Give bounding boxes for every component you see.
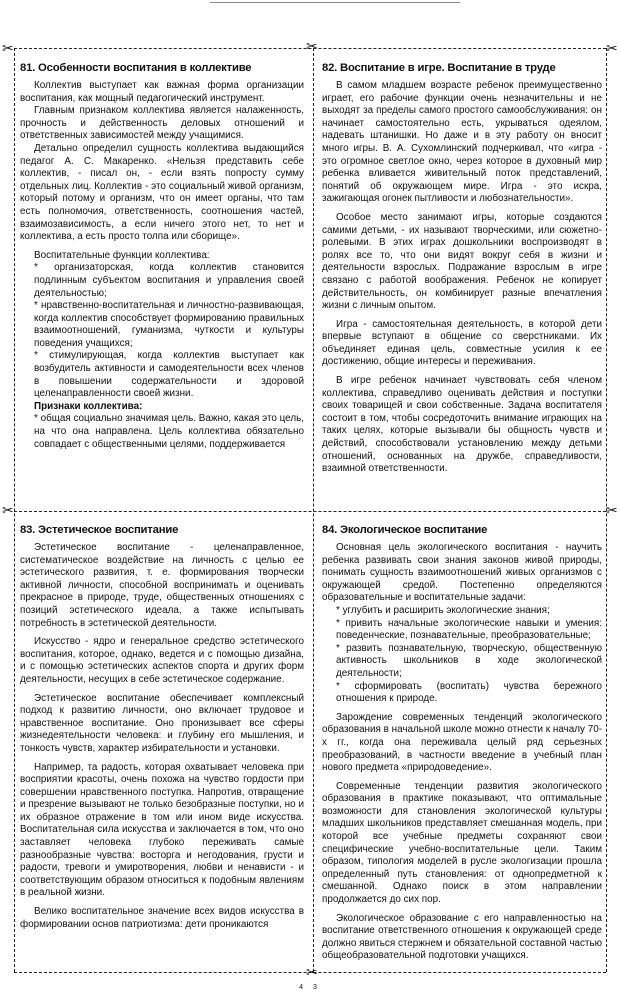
scissors-icon: ✂: [606, 503, 618, 519]
section-82-title: 82. Воспитание в игре. Воспитание в труде: [322, 62, 556, 74]
paragraph: Эстетическое воспитание - целенаправленное, систематическое воздействие на личность с целью ее эстетического развития, т. е. формирования творчески активной личности, способной воспринимать и оценивать прекрасное в природе, труде, общественных отношениях с позиций эстетического идеала, а также испытывать потребность в эстетической деятельности.: [20, 542, 304, 629]
scissors-icon: ✂: [2, 41, 14, 57]
paragraph: * привить начальные экологические навыки и умения: поведенческие, познавательные, преобразовательные;: [336, 617, 602, 642]
paragraph: Зарождение современных тенденций экологического образования в начальной школе можно отнести к началу 70-х гг., когда она переживала целый ряд серьезных преобразований, в частности введение в учебный план нового предмета «природоведение».: [322, 711, 602, 774]
section-81: [20, 62, 304, 507]
paragraph: * углубить и расширить экологические знания;: [336, 604, 550, 616]
page-number: 4 3: [299, 984, 321, 991]
paragraph: Особое место занимают игры, которые создаются самими детьми, - их называют творческими, или сюжетно-ролевыми. В этих играх дошкольники воспроизводят в ролях все то, что они видят вокруг себя в жизни и деятельности взрослых. Подражание взрослым в игре связано с работой воображения. Ребенок не копирует действительность, он комбинирует разные впечатления жизни с личным опытом.: [322, 211, 602, 312]
paragraph: Признаки коллектива:: [34, 400, 143, 412]
paragraph: Велико воспитательное значение всех видов искусства в формировании основ патриотизма: дети проникаются: [20, 906, 304, 930]
scissors-icon: ✂: [606, 41, 618, 57]
section-84-title: 84. Экологическое воспитание: [322, 524, 488, 536]
paragraph: * сформировать (воспитать) чувства бережного отношения к природе.: [336, 680, 602, 705]
paragraph: Современные тенденции развития экологического образования в практике показывают, что оптимальные возможности для становления экологической культуры младших школьников представляет смешанная модель, при которой все учебные предметы сохраняют свои специфические учебно-воспитательные цели. Таким образом, типология моделей в русле экологизации прошла определенный путь становления: от однопредметной к смешанной. Однако поиск в этом направлении продолжается до сих пор.: [322, 780, 602, 906]
scissors-icon: ✂: [306, 39, 318, 55]
paragraph: * развить познавательную, творческую, общественную активность школьников в ходе экологической деятельности;: [336, 642, 602, 679]
scissors-icon: ✂: [2, 503, 14, 519]
section-81-title: 81. Особенности воспитания в коллективе: [20, 62, 252, 74]
paragraph: * организаторская, когда коллектив становится подлинным субъектом воспитания и управления своей деятельностью;: [34, 262, 304, 299]
scissors-icon: ✂: [306, 965, 318, 981]
frame-left: [14, 48, 15, 972]
paragraph: Детально определил сущность коллектива выдающийся педагог А. С. Макаренко. «Нельзя представить себе коллектив, - писал он, - если взять попросту сумму отдельных лиц. Коллектив - это социальный живой организм, который потому и организм, что он имеет органы, что там есть полномочия, ответственность, соотношения частей, взаимозависимость, а если ничего этого нет, то нет и коллектива, а есть просто толпа или сборище».: [20, 142, 304, 243]
paragraph: Экологическое образование с его направленностью на воспитание ответственного отношения к окружающей среде должно явиться стержнем и обязательной составной частью общеобразовательной подготовки учащихся.: [322, 912, 602, 962]
paragraph: В самом младшем возрасте ребенок преимущественно играет, его рабочие функции очень незначительны и не выходят за пределы самого простого самообслуживания: он начинает самостоятельно есть, укрываться одеялом, надевать штанишки. Но даже и в эту работу он вносит много игры. В. А. Сухомлинский подчеркивал, что «игра - это огромное светлое окно, через которое в духовный мир ребенка вливается живительный поток представлений, понятий об окружающем мире. Игра - это искра, зажигающая огонек пытливости и любознательности».: [322, 80, 602, 205]
paragraph: Основная цель экологического воспитания - научить ребенка развивать свои знания законов живой природы, понимать сущность взаимоотношений живых организмов с окружающей средой. Постепенно определяются образовательные и воспитательные задачи:: [322, 542, 602, 604]
paragraph: В игре ребенок начинает чувствовать себя членом коллектива, справедливо оценивать действия и поступки своих товарищей и свои собственные. Задача воспитателя состоит в том, чтобы сосредоточить внимание играющих на таких целях, которые вызывали бы общность чувств и действий, способствовали установлению между детьми отношений, основанных на дружбе, справедливости, взаимной ответственности.: [322, 375, 602, 475]
paragraph: * нравственно-воспитательная и личностно-развивающая, когда коллектив способствует формированию правильных взаимоотношений, гуманизма, чуткости и культуры поведения учащихся;: [34, 300, 304, 349]
paragraph: Воспитательные функции коллектива:: [34, 249, 210, 261]
paragraph: * стимулирующая, когда коллектив выступает как возбудитель активности и самодеятельности всех членов в повышении содержательности и здоровой целенаправленности своей жизни.: [34, 350, 304, 400]
paragraph: Например, та радость, которая охватывает человека при восприятии красоты, очень похожа на чувство гордости при совершении нравственного поступка. Напротив, отвращение и презрение вызывают не только безобразные поступки, но и их образное отражение в том или ином виде искусства. Воспитательная сила искусства и заключается в том, что оно заставляет человека глубоко переживать самые разнообразные чувства: восторга и негодования, грусти и радости, тревоги и умиротворения, любви и ненависти - и соответствующим образом относиться к подобным явлениям в реальной жизни.: [20, 761, 304, 899]
section-83-title: 83. Эстетическое воспитание: [20, 524, 179, 536]
paragraph: Искусство - ядро и генеральное средство эстетического воспитания, которое, однако, ведется и с помощью дизайна, и с помощью эстетических аспектов спорта и других форм деятельности, несущих в себе эстетическое содержание.: [20, 636, 304, 685]
paragraph: Коллектив выступает как важная форма организации воспитания, как мощный педагогический инструмент.: [20, 80, 304, 104]
top-rule: [210, 2, 460, 3]
paragraph: Главным признаком коллектива является налаженность, прочность и действенность деловых отношений и ответственных зависимостей между учащимися.: [20, 105, 304, 142]
section-82: [322, 62, 602, 507]
paragraph: Эстетическое воспитание обеспечивает комплексный подход к развитию личности, оно включает трудовое и нравственное воспитание. Оно пронизывает все сферы жизнедеятельности человека: и глубину его мышления, и тонкость чувств, характер избирательности и установки.: [20, 692, 304, 754]
frame-center: [313, 48, 314, 972]
paragraph: * общая социально значимая цель. Важно, какая это цель, на что она направлена. Цель коллектива обязательно совпадает с общественными целями, поддерживается: [34, 413, 304, 450]
frame-middle: [14, 511, 606, 512]
paragraph: Игра - самостоятельная деятельность, в которой дети впервые вступают в общение со сверстниками. Их объединяет единая цель, совместные усилия к ее достижению, общие интересы и переживания.: [322, 318, 602, 368]
section-84: [322, 524, 602, 969]
section-83: [20, 524, 304, 969]
